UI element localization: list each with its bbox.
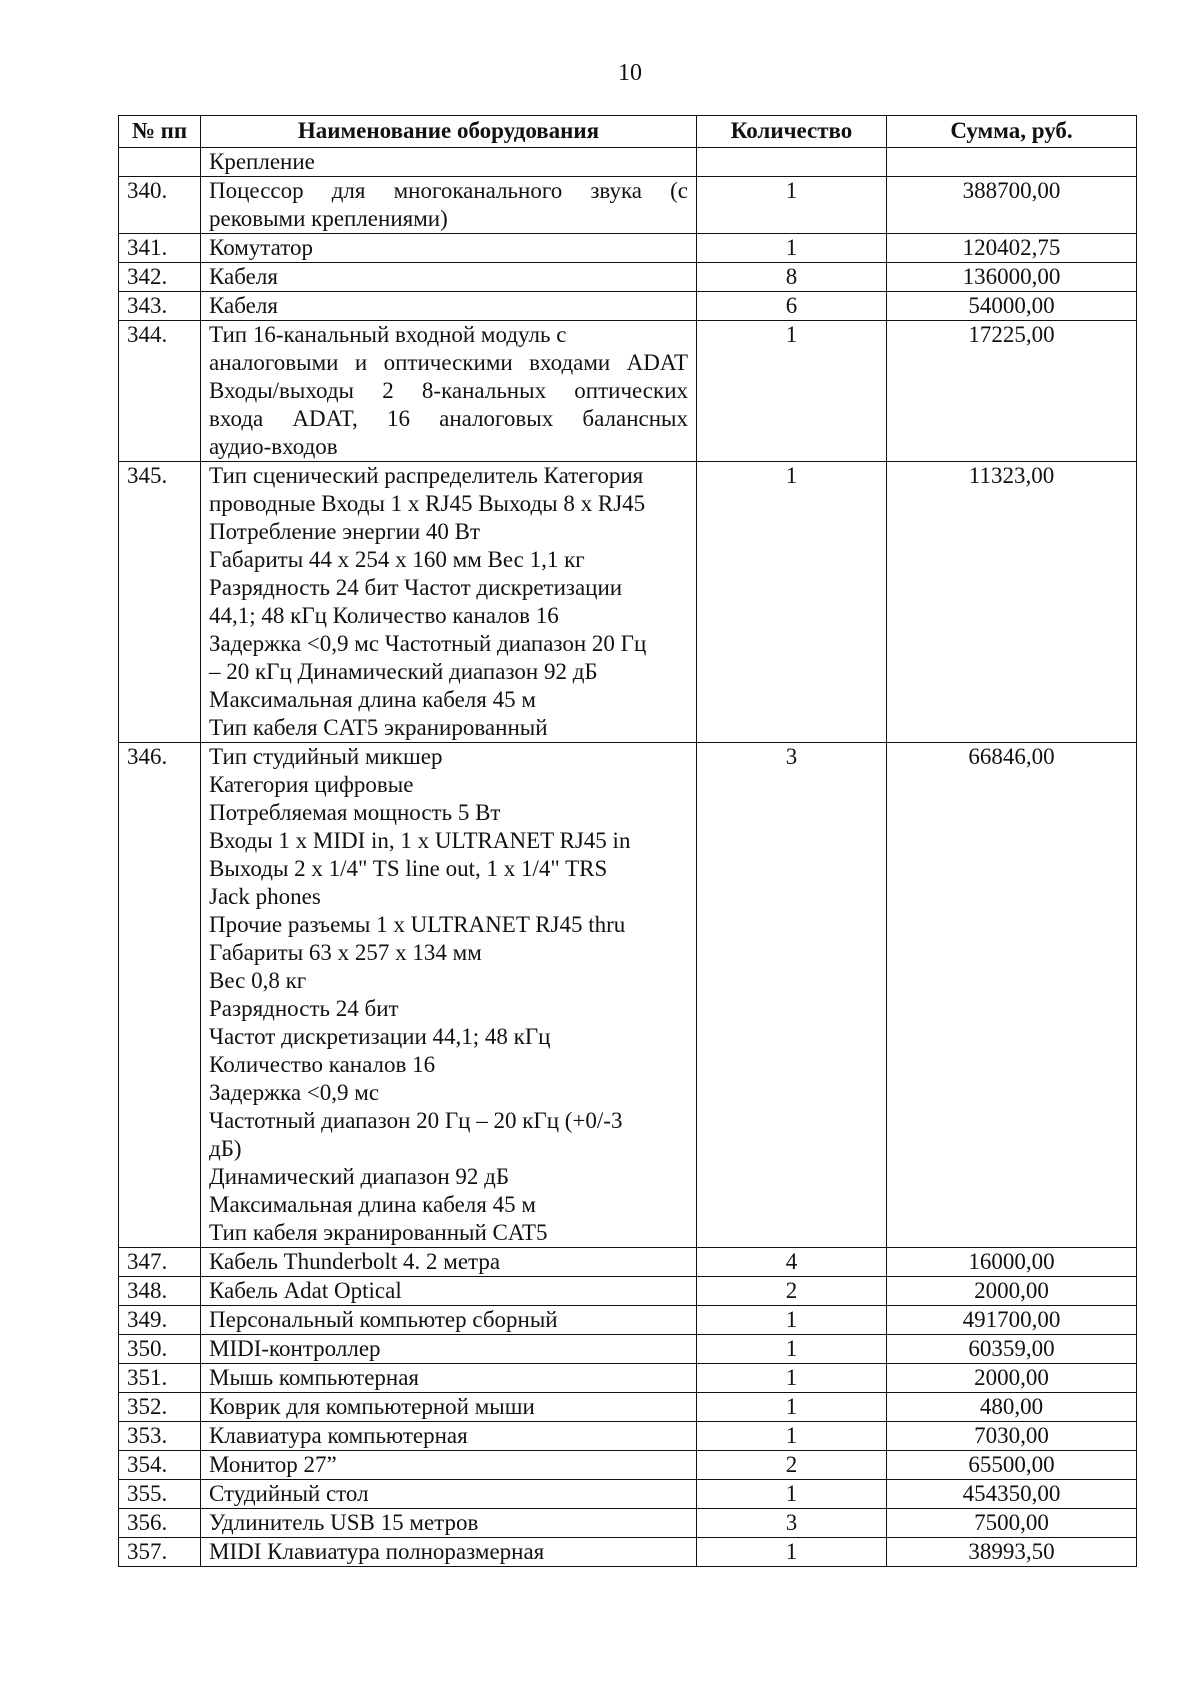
equipment-name-line: – 20 кГц Динамический диапазон 92 дБ — [209, 659, 598, 684]
equipment-name — [201, 263, 697, 292]
equipment-name-line: рековыми креплениями) — [209, 206, 448, 231]
quantity: 1 — [697, 1364, 887, 1393]
equipment-name — [201, 1248, 697, 1277]
equipment-name — [201, 1538, 697, 1567]
equipment-name-line: Количество каналов 16 — [209, 1052, 436, 1077]
equipment-name — [201, 292, 697, 321]
equipment-name-line: Прочие разъемы 1 x ULTRANET RJ45 thru — [209, 912, 626, 937]
quantity: 1 — [697, 234, 887, 263]
header-sum: Сумма, руб. — [887, 116, 1137, 148]
equipment-name-line: Задержка <0,9 мс Частотный диапазон 20 Гц — [209, 631, 647, 656]
equipment-name-line: Тип кабеля экранированный CAT5 — [209, 1220, 548, 1245]
equipment-name-line: Категория цифровые — [209, 772, 414, 797]
equipment-name-line: Крепление — [209, 149, 315, 174]
header-number: № пп — [119, 116, 201, 148]
sum: 66846,00 — [887, 743, 1137, 1248]
table-row — [119, 1248, 1137, 1277]
equipment-name — [201, 1306, 697, 1335]
row-number: 352. — [119, 1393, 201, 1422]
equipment-name-line: Частотный диапазон 20 Гц – 20 кГц (+0/-3 — [209, 1108, 623, 1133]
equipment-name-line: Задержка <0,9 мс — [209, 1080, 380, 1105]
quantity: 1 — [697, 462, 887, 743]
equipment-name-line: Тип кабеля CAT5 экранированный — [209, 715, 548, 740]
equipment-name-line: Потребляемая мощность 5 Вт — [209, 800, 501, 825]
sum — [887, 148, 1137, 177]
table-row — [119, 1538, 1137, 1567]
header-equipment-name: Наименование оборудования — [201, 116, 697, 148]
quantity — [697, 148, 887, 177]
equipment-name — [201, 148, 697, 177]
equipment-name — [201, 177, 697, 234]
equipment-name-line: дБ) — [209, 1136, 242, 1161]
sum: 60359,00 — [887, 1335, 1137, 1364]
table-row — [119, 292, 1137, 321]
equipment-name-line: Тип студийный микшер — [209, 744, 443, 769]
equipment-name-line: Частот дискретизации 44,1; 48 кГц — [209, 1024, 551, 1049]
equipment-name-line: Кабель Thunderbolt 4. 2 метра — [209, 1249, 501, 1274]
row-number: 351. — [119, 1364, 201, 1393]
equipment-name — [201, 1277, 697, 1306]
equipment-name-line: Максимальная длина кабеля 45 м — [209, 1192, 536, 1217]
equipment-name-line: Разрядность 24 бит Частот дискретизации — [209, 575, 623, 600]
sum: 54000,00 — [887, 292, 1137, 321]
equipment-name-line: Входы/выходы 2 8-канальных оптических — [209, 378, 688, 403]
equipment-name-line: проводные Входы 1 x RJ45 Выходы 8 x RJ45 — [209, 491, 646, 516]
sum: 17225,00 — [887, 321, 1137, 462]
row-number: 343. — [119, 292, 201, 321]
quantity: 6 — [697, 292, 887, 321]
quantity: 1 — [697, 177, 887, 234]
row-number: 345. — [119, 462, 201, 743]
sum: 136000,00 — [887, 263, 1137, 292]
sum: 7500,00 — [887, 1509, 1137, 1538]
quantity: 1 — [697, 1480, 887, 1509]
table-row — [119, 1277, 1137, 1306]
sum: 2000,00 — [887, 1364, 1137, 1393]
table-row — [119, 1306, 1137, 1335]
quantity: 1 — [697, 321, 887, 462]
table-row — [119, 743, 1137, 1248]
equipment-name — [201, 1451, 697, 1480]
sum: 65500,00 — [887, 1451, 1137, 1480]
equipment-name-line: Студийный стол — [209, 1481, 369, 1506]
equipment-name — [201, 743, 697, 1248]
table-header-row — [119, 116, 1137, 148]
equipment-table — [118, 115, 1137, 1567]
equipment-name-line: Тип 16-канальный входной модуль с — [209, 322, 567, 347]
equipment-name-line: Максимальная длина кабеля 45 м — [209, 687, 536, 712]
sum: 454350,00 — [887, 1480, 1137, 1509]
equipment-name-line: MIDI Клавиатура полноразмерная — [209, 1539, 545, 1564]
table-row — [119, 148, 1137, 177]
row-number: 340. — [119, 177, 201, 234]
sum: 480,00 — [887, 1393, 1137, 1422]
row-number: 341. — [119, 234, 201, 263]
table-row — [119, 1393, 1137, 1422]
quantity: 2 — [697, 1451, 887, 1480]
equipment-name-line: Разрядность 24 бит — [209, 996, 399, 1021]
row-number: 347. — [119, 1248, 201, 1277]
equipment-name-line: Габариты 63 x 257 x 134 мм — [209, 940, 482, 965]
row-number: 349. — [119, 1306, 201, 1335]
row-number — [119, 148, 201, 177]
equipment-name — [201, 321, 697, 462]
quantity: 4 — [697, 1248, 887, 1277]
quantity: 1 — [697, 1538, 887, 1567]
equipment-name-line: 44,1; 48 кГц Количество каналов 16 — [209, 603, 559, 628]
equipment-name-line: Тип сценический распределитель Категория — [209, 463, 644, 488]
row-number: 356. — [119, 1509, 201, 1538]
sum: 38993,50 — [887, 1538, 1137, 1567]
table-row — [119, 321, 1137, 462]
equipment-name-line: Монитор 27” — [209, 1452, 337, 1477]
quantity: 2 — [697, 1277, 887, 1306]
quantity: 1 — [697, 1335, 887, 1364]
table-row — [119, 462, 1137, 743]
row-number: 357. — [119, 1538, 201, 1567]
equipment-name-line: Комутатор — [209, 235, 314, 260]
equipment-name — [201, 234, 697, 263]
sum: 388700,00 — [887, 177, 1137, 234]
sum: 11323,00 — [887, 462, 1137, 743]
header-quantity: Количество — [697, 116, 887, 148]
table-row — [119, 1364, 1137, 1393]
equipment-name-line: Динамический диапазон 92 дБ — [209, 1164, 510, 1189]
row-number: 354. — [119, 1451, 201, 1480]
equipment-name-line: Поцессор для многоканального звука (с — [209, 178, 688, 203]
equipment-name — [201, 1364, 697, 1393]
table-row — [119, 1422, 1137, 1451]
sum: 7030,00 — [887, 1422, 1137, 1451]
equipment-name-line: Jack phones — [209, 884, 321, 909]
equipment-name-line: Вес 0,8 кг — [209, 968, 307, 993]
row-number: 344. — [119, 321, 201, 462]
equipment-name-line: аналоговыми и оптическими входами ADAT — [209, 350, 688, 375]
equipment-name-line: входа ADAT, 16 аналоговых балансных — [209, 406, 688, 431]
table-row — [119, 177, 1137, 234]
equipment-name-line: Персональный компьютер сборный — [209, 1307, 558, 1332]
quantity: 3 — [697, 1509, 887, 1538]
table-row — [119, 1509, 1137, 1538]
table-row — [119, 1451, 1137, 1480]
table-row — [119, 1335, 1137, 1364]
quantity: 8 — [697, 263, 887, 292]
table-row — [119, 1480, 1137, 1509]
equipment-name-line: Мышь компьютерная — [209, 1365, 420, 1390]
quantity: 3 — [697, 743, 887, 1248]
table-row — [119, 263, 1137, 292]
equipment-name — [201, 1422, 697, 1451]
equipment-name-line: Потребление энергии 40 Вт — [209, 519, 481, 544]
equipment-name-line: Коврик для компьютерной мыши — [209, 1394, 535, 1419]
row-number: 355. — [119, 1480, 201, 1509]
page-number: 10 — [618, 60, 642, 86]
equipment-name-line: Габариты 44 x 254 x 160 мм Вес 1,1 кг — [209, 547, 585, 572]
equipment-name — [201, 1393, 697, 1422]
equipment-name — [201, 1509, 697, 1538]
equipment-name — [201, 1480, 697, 1509]
sum: 491700,00 — [887, 1306, 1137, 1335]
sum: 2000,00 — [887, 1277, 1137, 1306]
table-row — [119, 234, 1137, 263]
equipment-name — [201, 462, 697, 743]
equipment-name-line: аудио-входов — [209, 434, 338, 459]
sum: 120402,75 — [887, 234, 1137, 263]
quantity: 1 — [697, 1422, 887, 1451]
equipment-name-line: Клавиатура компьютерная — [209, 1423, 468, 1448]
equipment-name-line: MIDI-контроллер — [209, 1336, 381, 1361]
equipment-name-line: Кабеля — [209, 264, 278, 289]
quantity: 1 — [697, 1393, 887, 1422]
equipment-name — [201, 1335, 697, 1364]
row-number: 346. — [119, 743, 201, 1248]
sum: 16000,00 — [887, 1248, 1137, 1277]
equipment-name-line: Входы 1 x MIDI in, 1 x ULTRANET RJ45 in — [209, 828, 631, 853]
row-number: 342. — [119, 263, 201, 292]
equipment-name-line: Выходы 2 x 1/4" TS line out, 1 x 1/4" TRS — [209, 856, 608, 881]
row-number: 348. — [119, 1277, 201, 1306]
row-number: 350. — [119, 1335, 201, 1364]
equipment-name-line: Удлинитель USB 15 метров — [209, 1510, 479, 1535]
quantity: 1 — [697, 1306, 887, 1335]
equipment-name-line: Кабеля — [209, 293, 278, 318]
equipment-name-line: Кабель Adat Optical — [209, 1278, 402, 1303]
row-number: 353. — [119, 1422, 201, 1451]
